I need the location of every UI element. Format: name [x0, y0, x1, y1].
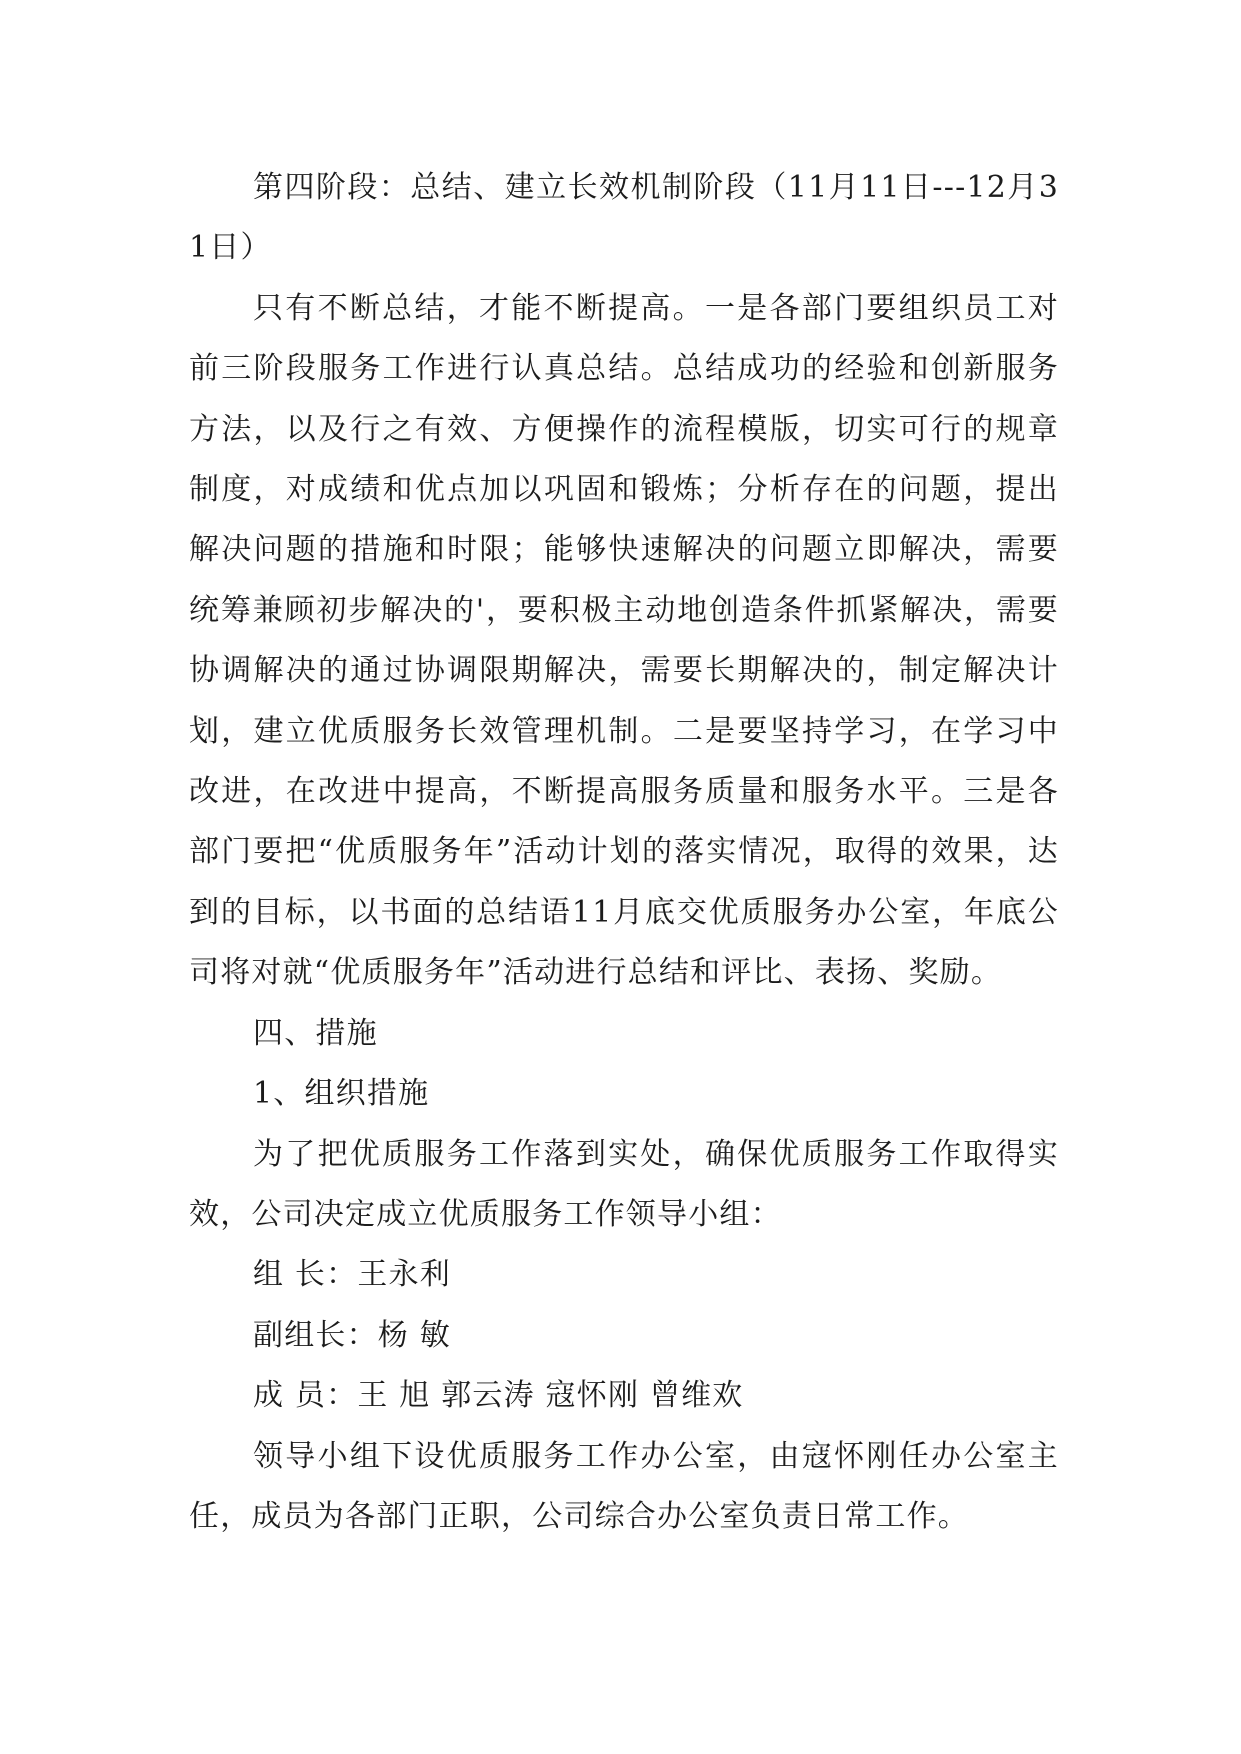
phase-four-heading: 第四阶段：总结、建立长效机制阶段（11月11日---12月31日） — [189, 170, 1059, 266]
group-leader-line: 组 长：王永利 — [253, 1257, 451, 1293]
deputy-leader-line: 副组长：杨 敏 — [253, 1317, 451, 1353]
office-paragraph: 领导小组下设优质服务工作办公室，由寇怀刚任办公室主任，成员为各部门正职，公司综合办公室负责日常工作。 — [189, 1438, 1059, 1534]
subsection-heading-organization: 1、组织措施 — [253, 1076, 430, 1112]
members-line: 成 员：王 旭 郭云涛 寇怀刚 曾维欢 — [253, 1378, 744, 1414]
organization-paragraph: 为了把优质服务工作落到实处，确保优质服务工作取得实效，公司决定成立优质服务工作领导小组： — [189, 1136, 1059, 1232]
phase-four-paragraph: 只有不断总结，才能不断提高。一是各部门要组织员工对前三阶段服务工作进行认真总结。总结成功的经验和创新服务方法，以及行之有效、方便操作的流程模版，切实可行的规章制度，对成绩和优点加以巩固和锻炼；分析存在的问题，提出解决问题的措施和时限；能够快速解决的问题立即解决，需要统筹兼顾初步解决的'，要积极主动地创造条件抓紧解决，需要协调解决的通过协调限期解决，需要长期解决的，制定解决计划，建立优质服务长效管理机制。二是要坚持学习，在学习中改进，在改进中提高，不断提高服务质量和服务水平。三是各部门要把“优质服务年”活动计划的落实情况，取得的效果，达到的目标，以书面的总结语11月底交优质服务办公室，年底公司将对就“优质服务年”活动进行总结和评比、表扬、奖励。 — [189, 290, 1059, 991]
section-heading-measures: 四、措施 — [253, 1015, 378, 1051]
document-body — [189, 158, 1059, 1547]
